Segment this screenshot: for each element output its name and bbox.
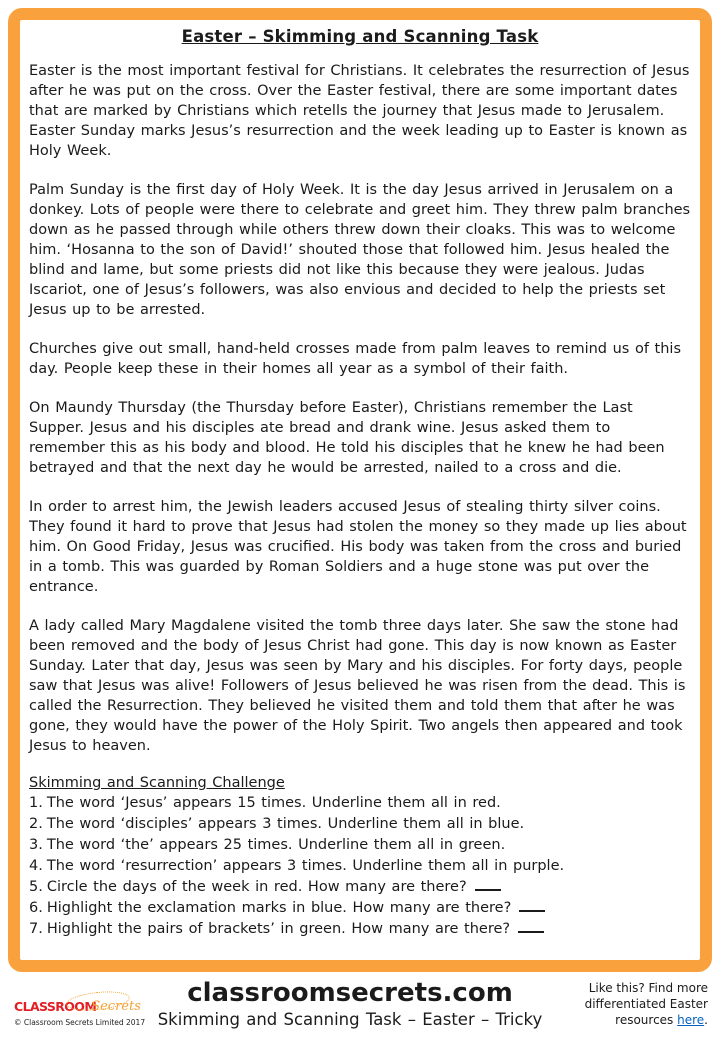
challenge-item: [29, 898, 691, 919]
item-number: 6.: [29, 900, 43, 916]
item-text: Highlight the pairs of brackets’ in green. How many are there?: [46, 921, 511, 937]
promo-line-2: differentiated Easter: [584, 997, 708, 1011]
item-number: 7.: [29, 921, 43, 937]
answer-blank[interactable]: [475, 885, 501, 891]
challenge-item: [29, 793, 691, 814]
paragraph-palm-sunday: Palm Sunday is the first day of Holy Week. It is the day Jesus arrived in Jerusalem on a donkey. Lots of people were there to celebrate and greet him. They threw palm branches down as he passed through while others threw down their cloaks. This was to welcome him. ‘Hosanna to the son of David!’ shouted those that followed him. Jesus healed the blind and lame, but some priests did not like this because they were jealous. Judas Iscariot, one of Jesus’s followers, was also envious and decided to help the priests set Jesus up to be arrested.: [29, 182, 691, 318]
logo-word-secrets: Secrets: [91, 999, 141, 1014]
item-number: 2.: [29, 816, 43, 832]
challenge-item: [29, 856, 691, 877]
logo-word-classroom: CLASSROOM: [14, 999, 97, 1014]
paragraph-resurrection: A lady called Mary Magdalene visited the tomb three days later. She saw the stone had been removed and the body of Jesus Christ had gone. This day is now known as Easter Sunday. Later that day, Jesus was seen by Mary and his disciples. For forty days, people saw that Jesus was alive! Followers of Jesus believed he was risen from the dead. This is called the Resurrection. They believed he visited them and told them that after he was gone, they would have the power of the Holy Spirit. Two angels then appeared and took Jesus to heaven.: [29, 618, 686, 754]
item-text: The word ‘Jesus’ appears 15 times. Underline them all in red.: [46, 795, 501, 811]
challenge-item: [29, 919, 691, 940]
worksheet-body: [29, 61, 691, 756]
site-name: classroomsecrets.com: [187, 978, 513, 1008]
footer-logo-block: [0, 976, 150, 1027]
item-number: 3.: [29, 837, 43, 853]
worksheet-title: Easter – Skimming and Scanning Task: [181, 27, 539, 46]
worksheet-border: [8, 8, 712, 972]
promo-line-3-prefix: resources: [615, 1013, 678, 1027]
challenge-section: [29, 775, 691, 940]
challenge-item: [29, 814, 691, 835]
paragraph-easter-intro: Easter is the most important festival for Christians. It celebrates the resurrection of Jesus after he was put on the cross. Over the Easter festival, there are some important dates that are marked by Christians which retells the journey that Jesus made to Jerusalem. Easter Sunday marks Jesus’s resurrection and the week leading up to Easter is known as Holy Week.: [29, 63, 690, 159]
item-text: The word ‘resurrection’ appears 3 times. Underline them all in purple.: [46, 858, 565, 874]
answer-blank[interactable]: [518, 927, 544, 933]
footer-promo: [550, 976, 720, 1028]
answer-blank[interactable]: [519, 906, 545, 912]
paragraph-maundy-thursday: On Maundy Thursday (the Thursday before Easter), Christians remember the Last Supper. Jesus and his disciples ate bread and drank wine. Jesus asked them to remember this as his body and blood. He told his disciples that he knew he had been betrayed and that the next day he would be arrested, nailed to a cross and die.: [29, 400, 665, 476]
classroom-secrets-logo: [14, 996, 150, 1015]
item-text: The word ‘disciples’ appears 3 times. Underline them all in blue.: [46, 816, 525, 832]
challenge-heading: Skimming and Scanning Challenge: [29, 775, 285, 791]
footer: [0, 976, 720, 1040]
item-text: Highlight the exclamation marks in blue. How many are there?: [46, 900, 512, 916]
footer-center: [150, 976, 550, 1032]
paragraph-good-friday: In order to arrest him, the Jewish leaders accused Jesus of stealing thirty silver coins. They found it hard to prove that Jesus had stolen the money so they made up lies about him. On Good Friday, Jesus was crucified. His body was taken from the cross and buried in a tomb. This was guarded by Roman Soldiers and a huge stone was put over the entrance.: [29, 499, 687, 595]
challenge-item: [29, 877, 691, 898]
promo-line-3: [550, 1012, 708, 1028]
item-text: Circle the days of the week in red. How many are there?: [46, 879, 467, 895]
item-number: 5.: [29, 879, 43, 895]
worksheet-subtitle: Skimming and Scanning Task – Easter – Tricky: [157, 1010, 543, 1029]
challenge-item: [29, 835, 691, 856]
paragraph-palm-crosses: Churches give out small, hand-held crosses made from palm leaves to remind us of this day. People keep these in their homes all year as a symbol of their faith.: [29, 341, 681, 377]
item-number: 4.: [29, 858, 43, 874]
item-text: The word ‘the’ appears 25 times. Underline them all in green.: [46, 837, 506, 853]
promo-line-3-suffix: .: [704, 1013, 708, 1027]
resources-here-link[interactable]: here: [677, 1013, 705, 1027]
item-number: 1.: [29, 795, 43, 811]
promo-line-1: Like this? Find more: [588, 981, 708, 995]
copyright-text: © Classroom Secrets Limited 2017: [14, 1018, 146, 1027]
